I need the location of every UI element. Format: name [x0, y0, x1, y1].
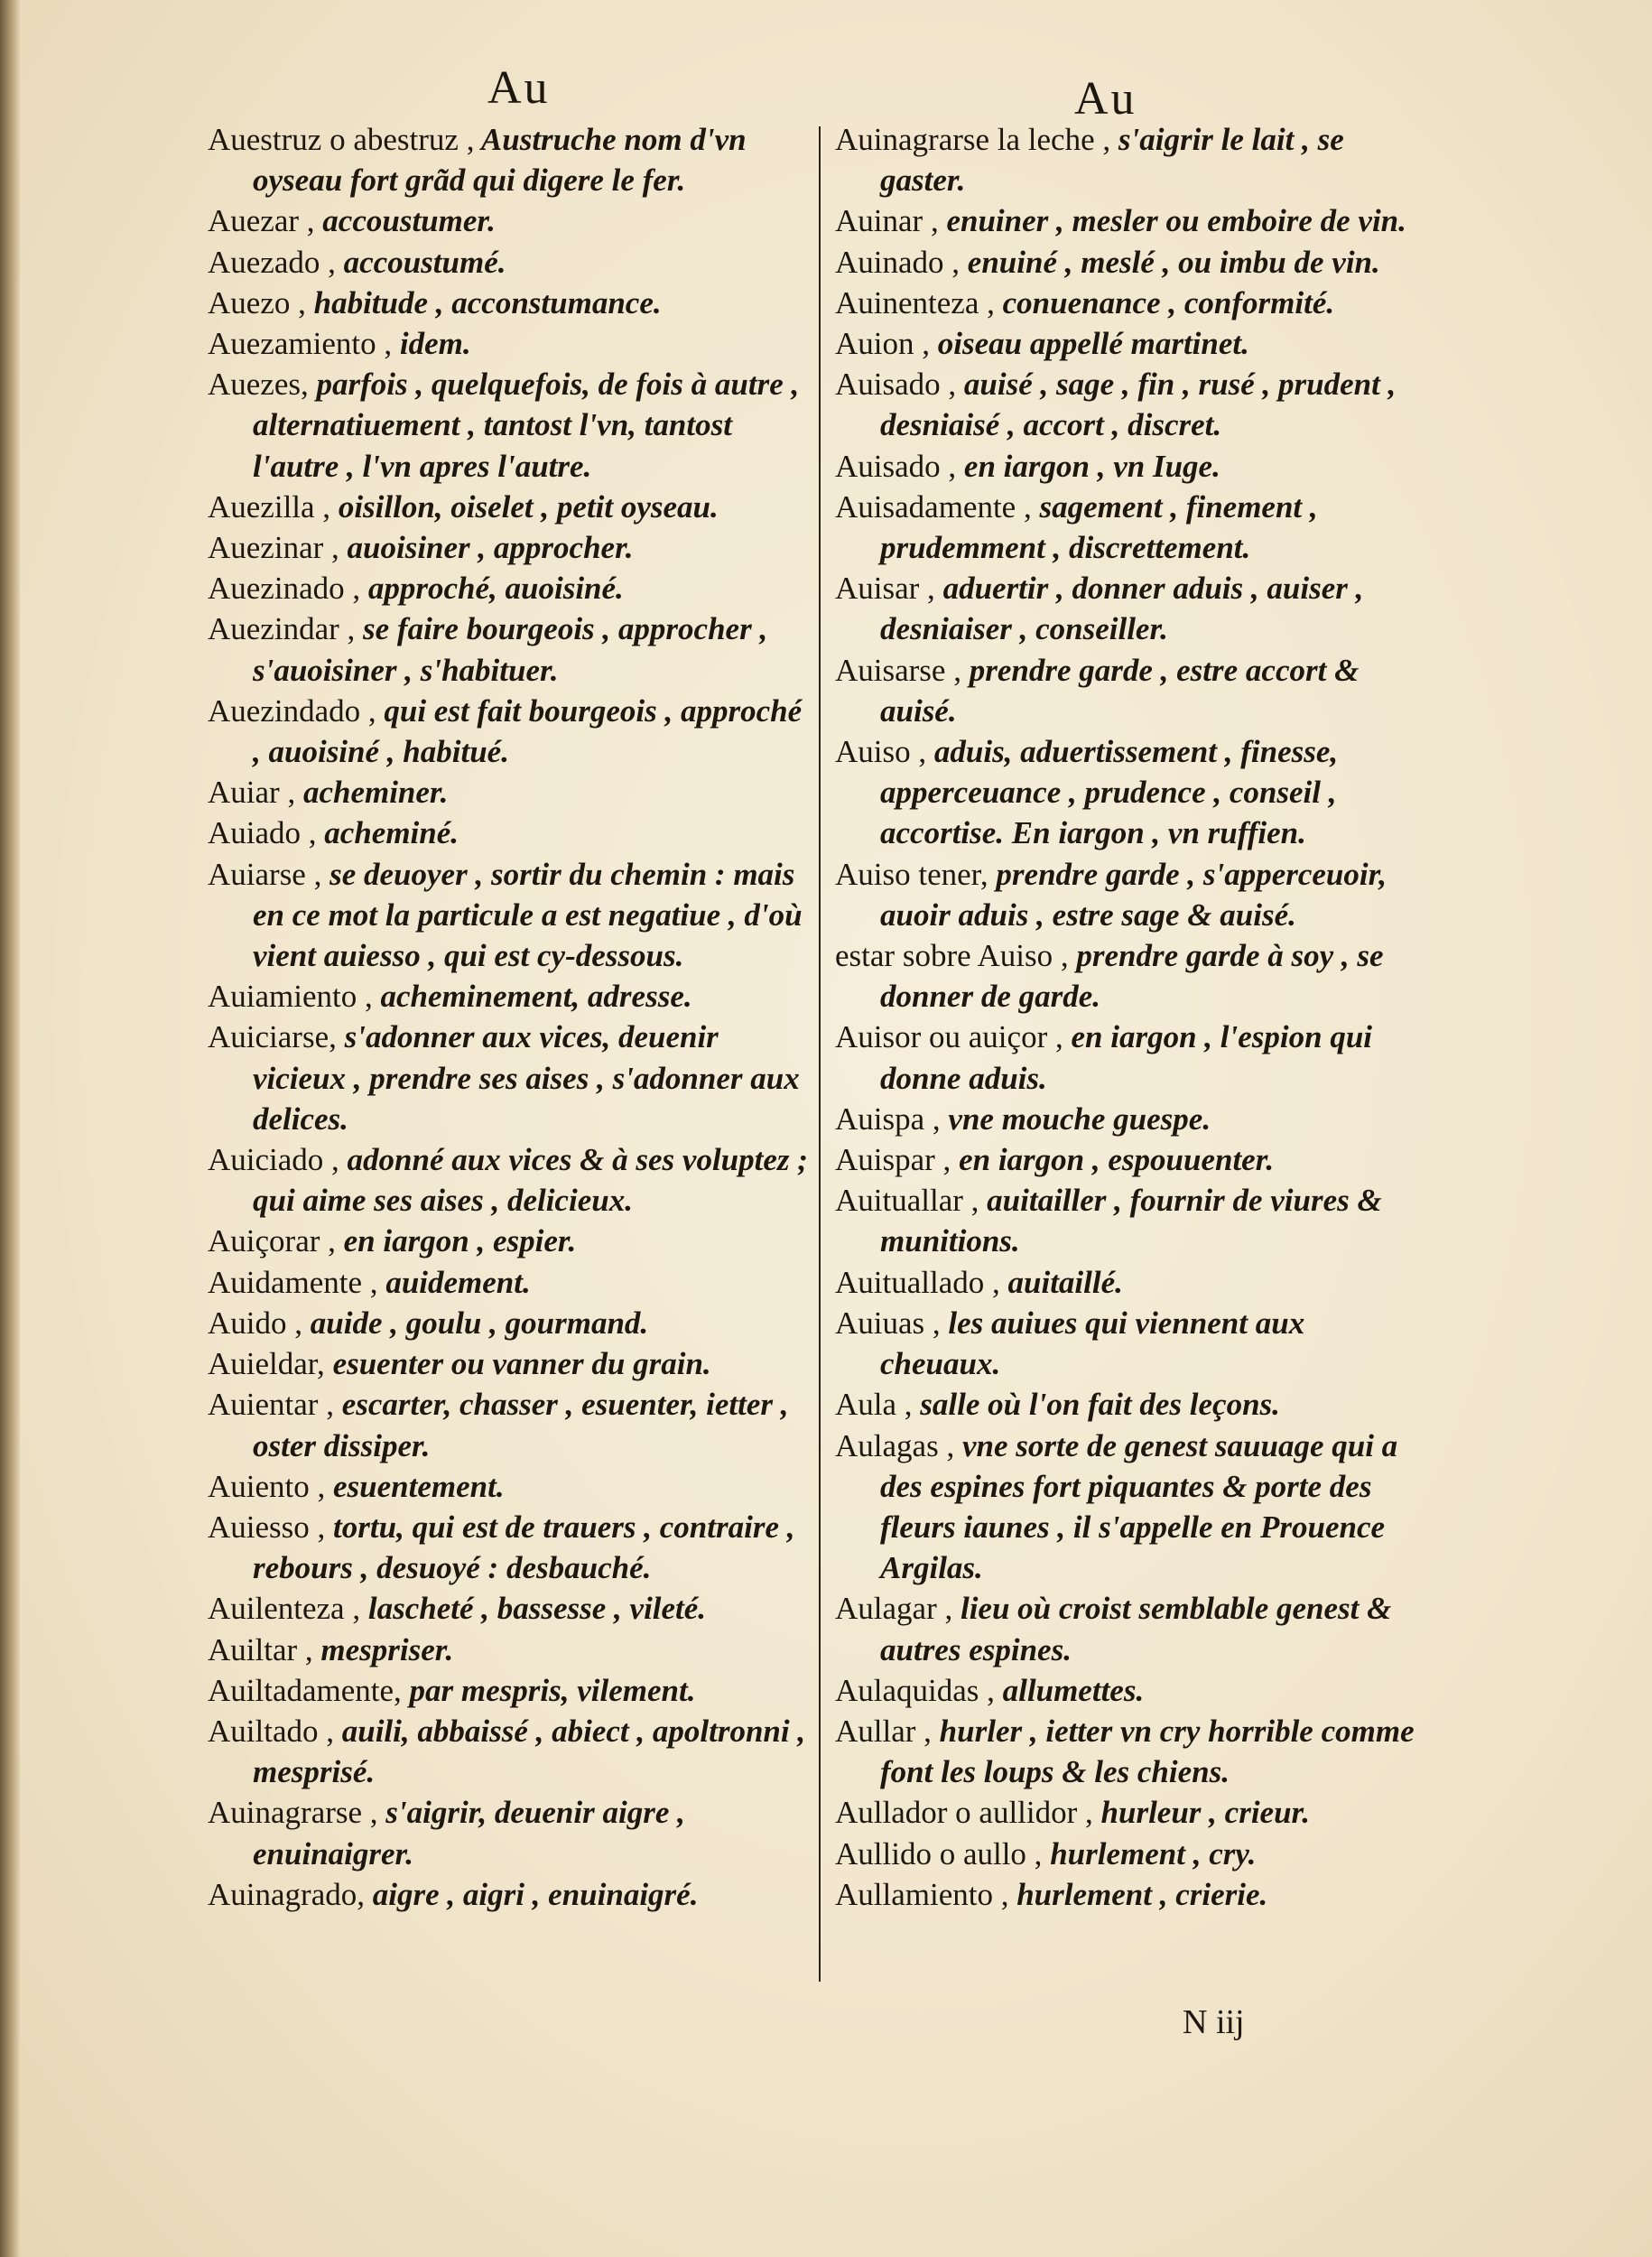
entry-headword: Auiado , [208, 815, 317, 851]
entry-definition: habitude , acconstumance. [305, 284, 662, 320]
entry-definition: hurlement , cry. [1042, 1835, 1257, 1872]
entry-headword: Aula , [835, 1387, 913, 1423]
entry-headword: Auinenteza , [835, 284, 995, 320]
entry-definition: auide , goulu , gourmand. [302, 1305, 649, 1341]
dictionary-entry [835, 1099, 1426, 1139]
entry-headword: Auezar , [208, 203, 315, 239]
entry-definition: oisillon, oiselet , petit oyseau. [330, 488, 719, 525]
dictionary-entry [835, 1262, 1426, 1303]
entry-definition: acheminé. [316, 815, 459, 851]
dictionary-entry [835, 568, 1426, 649]
dictionary-entry [835, 1711, 1426, 1792]
entry-definition: hurleur , crieur. [1092, 1795, 1310, 1831]
dictionary-entry [208, 976, 808, 1017]
dictionary-entry [835, 935, 1426, 1017]
entry-definition: aduis, aduertissement , finesse, apperceuance , prudence , conseil , accortise. En iargon , vn ruffien. [880, 734, 1339, 851]
entry-headword: Auiciado , [208, 1142, 339, 1178]
dictionary-entry [835, 1139, 1426, 1180]
dictionary-entry [835, 854, 1426, 935]
entry-definition: aduertir , donner aduis , auiser , desniaiser , conseiller. [880, 571, 1364, 647]
dictionary-entry [208, 568, 808, 608]
entry-headword: Auiciarse, [208, 1019, 337, 1055]
entry-headword: Auidamente , [208, 1264, 378, 1300]
entry-headword: Aullar , [835, 1713, 932, 1749]
dictionary-entry [208, 1711, 808, 1792]
dictionary-entry [208, 487, 808, 527]
dictionary-entry [208, 1588, 808, 1629]
entry-headword: Auido , [208, 1305, 302, 1341]
dictionary-entry [208, 200, 808, 241]
entry-definition: tortu, qui est de trauers , contraire , rebours , desuoyé : desbauché. [253, 1509, 795, 1586]
dictionary-entry [835, 1874, 1426, 1915]
entry-headword: Auezinado , [208, 571, 361, 607]
entry-headword: Auinar , [835, 203, 939, 239]
entry-headword: Auinado , [835, 244, 961, 280]
entry-headword: Auisado , [835, 448, 957, 484]
entry-definition: en iargon , vn Iuge. [956, 448, 1220, 484]
entry-headword: Auezamiento , [208, 326, 393, 362]
dictionary-entry [208, 772, 808, 813]
dictionary-entry [208, 854, 808, 977]
entry-definition: Austruche nom d'vn oyseau fort grãd qui digere le fer. [253, 122, 747, 199]
entry-headword: Auituallar , [835, 1183, 979, 1219]
entry-headword: Auisadamente , [835, 488, 1032, 525]
entry-definition: qui est fait bourgeois , approché , auoisiné , habitué. [253, 692, 803, 770]
entry-definition: hurlement , crierie. [1008, 1876, 1268, 1912]
entry-definition: se deuoyer , sortir du chemin : mais en ce mot la particule a est negatiue , d'où vient auiesso , qui est cy-dessous. [253, 856, 803, 974]
entry-definition: lieu où croist semblable genest & autres espines. [880, 1591, 1392, 1667]
entry-headword: Auezilla , [208, 488, 331, 525]
dictionary-entry [208, 1874, 808, 1915]
entry-headword: Aullador o aullidor , [835, 1795, 1093, 1831]
entry-definition: en iargon , l'espion qui donne aduis. [880, 1019, 1373, 1096]
entry-definition: adonné aux vices & à ses voluptez ; qui aime ses aises , delicieux. [253, 1142, 808, 1219]
entry-definition: salle où l'on fait des leçons. [912, 1387, 1280, 1423]
entry-definition: sagement , finement , prudemment , discrettement. [880, 488, 1318, 566]
dictionary-entry [208, 1303, 808, 1343]
dictionary-entry [208, 1221, 808, 1261]
entry-definition: auidement. [377, 1264, 531, 1300]
dictionary-entry [208, 1343, 808, 1384]
dictionary-entry [208, 1792, 808, 1873]
entry-definition: escarter, chasser , esuenter, ietter , oster dissiper. [253, 1387, 789, 1463]
entry-definition: s'aigrir le lait , se gaster. [880, 122, 1344, 199]
entry-headword: Auinagrarse la leche , [835, 122, 1111, 157]
entry-headword: Aulaquidas , [835, 1672, 995, 1708]
dictionary-entry [835, 650, 1426, 731]
dictionary-entry [208, 242, 808, 283]
entry-headword: Auion , [835, 326, 930, 362]
entry-definition: auitailler , fournir de viures & munitions. [880, 1183, 1382, 1259]
right-column [835, 119, 1426, 1915]
dictionary-entry [835, 731, 1426, 854]
dictionary-entry [835, 283, 1426, 323]
entry-headword: Auinagrado, [208, 1876, 365, 1912]
entry-headword: Auezinar , [208, 530, 339, 566]
dictionary-entry [835, 487, 1426, 568]
entry-definition: prendre garde , estre accort & auisé. [880, 652, 1360, 729]
entry-definition: se faire bourgeois , approcher , s'auoisiner , s'habituer. [253, 611, 768, 688]
dictionary-entry [835, 1588, 1426, 1669]
entry-definition: acheminement, adresse. [372, 979, 692, 1015]
entry-definition: mespriser. [312, 1631, 454, 1667]
dictionary-entry [208, 527, 808, 568]
entry-headword: Auiso , [835, 734, 927, 770]
entry-headword: Auientar , [208, 1387, 334, 1423]
entry-definition: auisé , sage , fin , rusé , prudent , desniaisé , accort , discret. [880, 367, 1397, 443]
dictionary-entry [835, 119, 1426, 200]
entry-definition: enuiner , mesler ou emboire de vin. [938, 203, 1406, 239]
dictionary-entry [835, 1303, 1426, 1384]
dictionary-entry [208, 283, 808, 323]
entry-headword: Aullamiento , [835, 1876, 1009, 1912]
entry-headword: Auisor ou auiçor , [835, 1019, 1063, 1055]
signature-mark: N iij [1183, 2003, 1245, 2041]
dictionary-entry [835, 1180, 1426, 1261]
entry-definition: prendre garde à soy , se donner de garde. [880, 938, 1384, 1015]
left-column-header: Au [487, 62, 551, 114]
entry-definition: hurler , ietter vn cry horrible comme font les loups & les chiens. [880, 1713, 1415, 1790]
entry-headword: Auezes, [208, 367, 309, 403]
entry-headword: Auituallado , [835, 1264, 1000, 1300]
entry-headword: Auiarse , [208, 856, 322, 892]
entry-headword: Auispa , [835, 1101, 941, 1137]
entry-headword: Auezindado , [208, 692, 376, 729]
entry-definition: auitaillé. [999, 1264, 1123, 1300]
entry-definition: acheminer. [295, 775, 449, 811]
right-column-header: Au [1074, 73, 1137, 125]
entry-definition: esuentement. [325, 1468, 505, 1504]
entry-headword: Auiltado , [208, 1713, 334, 1749]
entry-headword: Auiar , [208, 775, 296, 811]
entry-headword: Auispar , [835, 1142, 951, 1178]
dictionary-entry [208, 1630, 808, 1670]
entry-headword: Auiuas , [835, 1305, 941, 1341]
entry-headword: Auieldar, [208, 1346, 325, 1382]
entry-definition: auoisiner , approcher. [339, 530, 634, 566]
entry-definition: enuiné , meslé , ou imbu de vin. [960, 244, 1380, 280]
entry-definition: approché, auoisiné. [360, 571, 624, 607]
dictionary-entry [835, 446, 1426, 487]
entry-headword: Auiçorar , [208, 1223, 336, 1259]
dictionary-entry [835, 1792, 1426, 1833]
entry-headword: Auisarse , [835, 652, 961, 688]
dictionary-entry [208, 119, 808, 200]
entry-definition: les auiues qui viennent aux cheuaux. [880, 1305, 1305, 1382]
dictionary-entry [208, 1507, 808, 1588]
dictionary-entry [208, 1670, 808, 1711]
entry-headword: Auezindar , [208, 611, 356, 647]
entry-headword: Aulagar , [835, 1591, 953, 1627]
dictionary-entry [208, 1466, 808, 1507]
entry-definition: aigre , aigri , enuinaigré. [364, 1876, 699, 1912]
dictionary-entry [208, 1262, 808, 1303]
entry-headword: Auiltadamente, [208, 1672, 402, 1708]
entry-headword: Auiamiento , [208, 979, 373, 1015]
entry-headword: Auiesso , [208, 1509, 326, 1545]
entry-definition: vne sorte de genest sauuage qui a des espines fort piquantes & porte des fleurs iaunes , il s'appelle en Prouence Argilas. [880, 1427, 1398, 1586]
dictionary-entry [835, 200, 1426, 241]
entry-headword: Auisado , [835, 367, 957, 403]
entry-definition: oiseau appellé martinet. [930, 326, 1249, 362]
dictionary-entry [835, 242, 1426, 283]
entry-headword: Auinagrarse , [208, 1795, 378, 1831]
entry-definition: en iargon , espouuenter. [951, 1142, 1275, 1178]
entry-headword: Auiento , [208, 1468, 326, 1504]
entry-headword: Auiltar , [208, 1631, 313, 1667]
entry-headword: Auezo , [208, 284, 306, 320]
dictionary-entry [208, 323, 808, 364]
entry-headword: Auestruz o abestruz , [208, 122, 475, 157]
entry-headword: Aullido o aullo , [835, 1835, 1043, 1872]
entry-definition: s'aigrir, deuenir aigre , enuinaigrer. [253, 1795, 685, 1872]
dictionary-entry [208, 1384, 808, 1465]
entry-definition: en iargon , espier. [335, 1223, 577, 1259]
dictionary-entry [835, 323, 1426, 364]
dictionary-entry [835, 1670, 1426, 1711]
entry-headword: Aulagas , [835, 1427, 955, 1463]
entry-headword: Auilenteza , [208, 1591, 361, 1627]
entry-definition: prendre garde , s'apperceuoir, auoir aduis , estre sage & auisé. [880, 856, 1387, 933]
entry-headword: estar sobre Auiso , [835, 938, 1069, 974]
dictionary-entry [208, 1139, 808, 1221]
entry-definition: accoustumer. [314, 203, 496, 239]
dictionary-entry [208, 691, 808, 772]
dictionary-entry [208, 608, 808, 690]
entry-definition: allumettes. [994, 1672, 1145, 1708]
entry-definition: s'adonner aux vices, deuenir vicieux , prendre ses aises , s'adonner aux delices. [253, 1019, 800, 1137]
entry-headword: Auezado , [208, 244, 336, 280]
entry-definition: accoustumé. [335, 244, 506, 280]
entry-definition: idem. [392, 326, 471, 362]
entry-definition: esuenter ou vanner du grain. [324, 1346, 711, 1382]
entry-definition: conuenance , conformité. [994, 284, 1335, 320]
left-column [208, 119, 808, 1915]
entry-headword: Auisar , [835, 571, 935, 607]
entry-definition: par mespris, vilement. [401, 1672, 696, 1708]
entry-definition: parfois , quelquefois, de fois à autre , alternatiuement , tantost l'vn, tantost l'autre , l'vn apres l'autre. [253, 367, 800, 484]
dictionary-entry [208, 1017, 808, 1139]
dictionary-entry [835, 1384, 1426, 1425]
column-rule [819, 126, 821, 1982]
dictionary-entry [835, 1834, 1426, 1874]
entry-definition: auili, abbaissé , abiect , apoltronni , mesprisé. [253, 1713, 806, 1790]
dictionary-entry [835, 1017, 1426, 1098]
dictionary-entry [208, 813, 808, 853]
entry-headword: Auiso tener, [835, 856, 988, 892]
entry-definition: vne mouche guespe. [940, 1101, 1211, 1137]
dictionary-entry [208, 364, 808, 487]
book-spine-shadow [0, 0, 20, 2257]
dictionary-entry [835, 364, 1426, 445]
dictionary-entry [835, 1426, 1426, 1589]
entry-definition: lascheté , bassesse , vileté. [360, 1591, 707, 1627]
